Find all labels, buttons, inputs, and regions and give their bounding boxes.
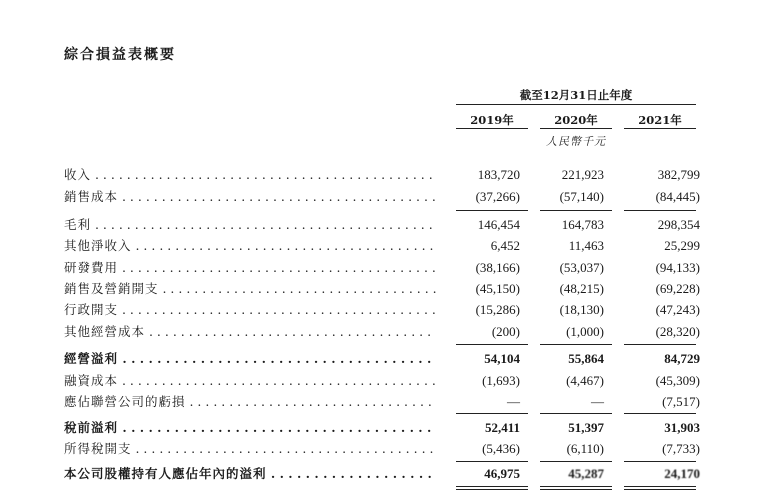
row-value-2019: (45,150) [475,281,520,296]
table-row [64,187,704,207]
row-label: 其他經營成本 . . . [64,322,436,342]
row-value-2020: (4,467) [566,373,604,388]
subtotal-rule [624,461,696,462]
table-row [64,165,704,185]
row-value-2019: — [507,394,520,409]
table-row [64,236,704,256]
year-2019: 2019年 [470,113,514,127]
row-value-2020: 164,783 [561,217,604,232]
row-value-2019: 183,720 [477,167,520,182]
table-row [64,392,704,412]
row-label: 經營溢利 . . . [64,349,436,369]
year-2020: 2020年 [554,113,598,127]
subtotal-rule [456,344,528,345]
row-value-2021: 298,354 [657,217,700,232]
table-row [64,215,704,235]
table-row [64,439,704,459]
row-label: 銷售成本 . . . [64,187,436,207]
row-label: 研發費用 . . . [64,258,436,278]
subtotal-rule [456,210,528,211]
table-row [64,322,704,342]
row-value-2021: (7,517) [662,394,700,409]
row-value-2020: 55,864 [568,351,604,366]
year-rule-2020 [540,128,612,129]
total-double-rule [624,489,696,490]
row-value-2019: (5,436) [482,441,520,456]
row-value-2020: 221,923 [561,167,604,182]
total-double-rule [456,486,528,487]
row-value-2021: (45,309) [655,373,700,388]
table-row [64,258,704,278]
row-label: 稅前溢利 . . . [64,418,436,438]
subtotal-rule [540,413,612,414]
year-rule-2019 [456,128,528,129]
row-value-2020: (57,140) [559,189,604,204]
table-row [64,349,704,369]
table-row [64,418,704,438]
row-value-2021: (84,445) [655,189,700,204]
row-value-2019: (1,693) [482,373,520,388]
subtotal-rule [456,461,528,462]
row-label: 所得稅開支 . . . [64,439,436,459]
row-value-2020: 51,397 [568,420,604,435]
row-value-2019: 146,454 [477,217,520,232]
row-value-2021: (94,133) [655,260,700,275]
row-value-2019: (15,286) [475,302,520,317]
row-value-2019: (37,266) [475,189,520,204]
row-value-2019: 46,975 [484,466,520,481]
row-value-2020: (6,110) [566,441,604,456]
row-label: 收入 . . . [64,165,436,185]
page-title: 綜合損益表概要 [64,47,176,63]
total-double-rule [540,486,612,487]
row-value-2019: (200) [491,324,520,339]
subtotal-rule [540,344,612,345]
subtotal-rule [540,461,612,462]
row-value-2021: 382,799 [657,167,700,182]
year-2021: 2021年 [638,113,682,127]
table-row [64,300,704,320]
subtotal-rule [456,413,528,414]
header-rule [456,104,696,105]
row-label: 應佔聯營公司的虧損 . . . [64,392,436,412]
row-value-2021: (69,228) [655,281,700,296]
subtotal-rule [624,210,696,211]
subtotal-rule [624,413,696,414]
unit-label: 人民幣千元 [546,135,606,148]
row-value-2019: 52,411 [484,420,520,435]
row-label: 融資成本 . . . [64,371,436,391]
row-label: 毛利 . . . [64,215,436,235]
period-header: 截至12月31日止年度 [519,88,633,102]
row-value-2020: — [591,394,604,409]
subtotal-rule [540,210,612,211]
row-value-2020: 11,463 [568,238,604,253]
row-value-2019: 6,452 [490,238,520,253]
row-value-2020: (18,130) [559,302,604,317]
row-value-2020: (48,215) [559,281,604,296]
row-label: 其他淨收入 . . . [64,236,436,256]
total-double-rule [624,486,696,487]
row-label: 本公司股權持有人應佔年內的溢利 . . . [64,464,436,484]
table-row [64,279,704,299]
table-row [64,371,704,391]
row-label: 行政開支 . . . [64,300,436,320]
row-value-2019: (38,166) [475,260,520,275]
year-rule-2021 [624,128,696,129]
row-value-2021: (28,320) [655,324,700,339]
row-value-2020: 45,287 [568,466,604,481]
total-double-rule [456,489,528,490]
total-double-rule [540,489,612,490]
row-value-2021: (47,243) [655,302,700,317]
row-value-2021: 24,170 [664,466,700,481]
table-row [64,464,704,484]
row-value-2021: 84,729 [664,351,700,366]
row-value-2021: (7,733) [662,441,700,456]
row-value-2021: 25,299 [664,238,700,253]
row-value-2020: (53,037) [559,260,604,275]
row-value-2020: (1,000) [566,324,604,339]
row-value-2019: 54,104 [484,351,520,366]
row-value-2021: 31,903 [664,420,700,435]
subtotal-rule [624,344,696,345]
row-label: 銷售及營銷開支 . . . [64,279,436,299]
